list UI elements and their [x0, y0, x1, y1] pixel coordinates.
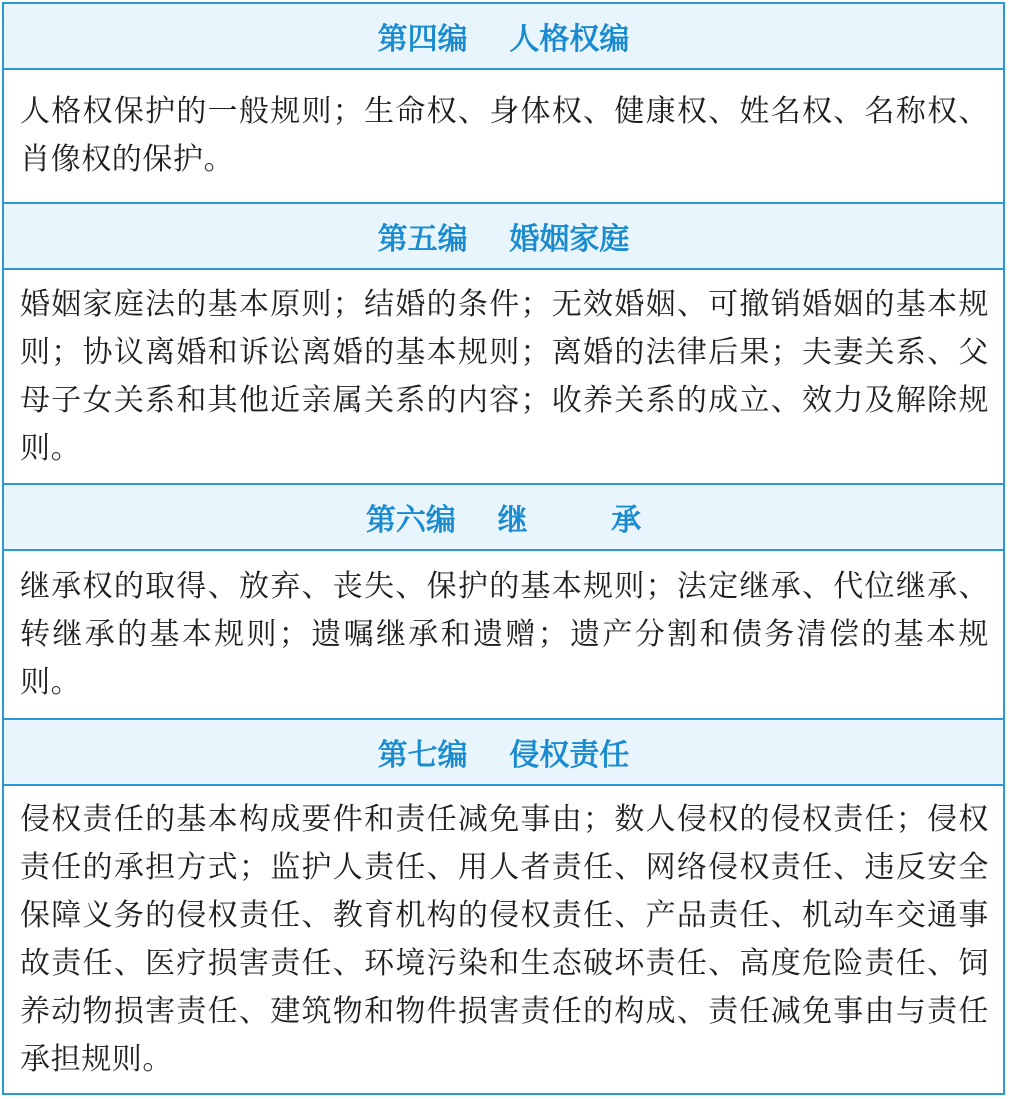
section-text-book-6: 继承权的取得、放弃、丧失、保护的基本规则；法定继承、代位继承、转继承的基本规则；遗嘱继承和遗赠；遗产分割和债务清偿的基本规则。: [20, 568, 989, 700]
section-content-book-6: [4, 551, 1003, 720]
section-header-book-6: 第六编 继 承: [4, 485, 1003, 551]
section-text-book-7: 侵权责任的基本构成要件和责任减免事由；数人侵权的侵权责任；侵权责任的承担方式；监护人责任、用人者责任、网络侵权责任、违反安全保障义务的侵权责任、教育机构的侵权责任、产品责任、机动车交通事故责任、医疗损害责任、环境污染和生态破坏责任、高度危险责任、饲养动物损害责任、建筑物和物件损害责任的构成、责任减免事由与责任承担规则。: [20, 801, 989, 1077]
section-content-book-7: [4, 786, 1003, 1093]
section-header-book-4: 第四编 人格权编: [4, 4, 1003, 70]
section-header-book-5: 第五编 婚姻家庭: [4, 204, 1003, 270]
section-text-book-5: 婚姻家庭法的基本原则；结婚的条件；无效婚姻、可撤销婚姻的基本规则；协议离婚和诉讼离婚的基本规则；离婚的法律后果；夫妻关系、父母子女关系和其他近亲属关系的内容；收养关系的成立、效力及解除规则。: [20, 286, 989, 466]
section-text-book-4: 人格权保护的一般规则；生命权、身体权、健康权、姓名权、名称权、肖像权的保护。: [20, 94, 989, 177]
book-sections-table: [2, 2, 1005, 1095]
section-header-book-7: 第七编 侵权责任: [4, 720, 1003, 786]
section-content-book-4: [4, 70, 1003, 204]
section-content-book-5: [4, 270, 1003, 485]
